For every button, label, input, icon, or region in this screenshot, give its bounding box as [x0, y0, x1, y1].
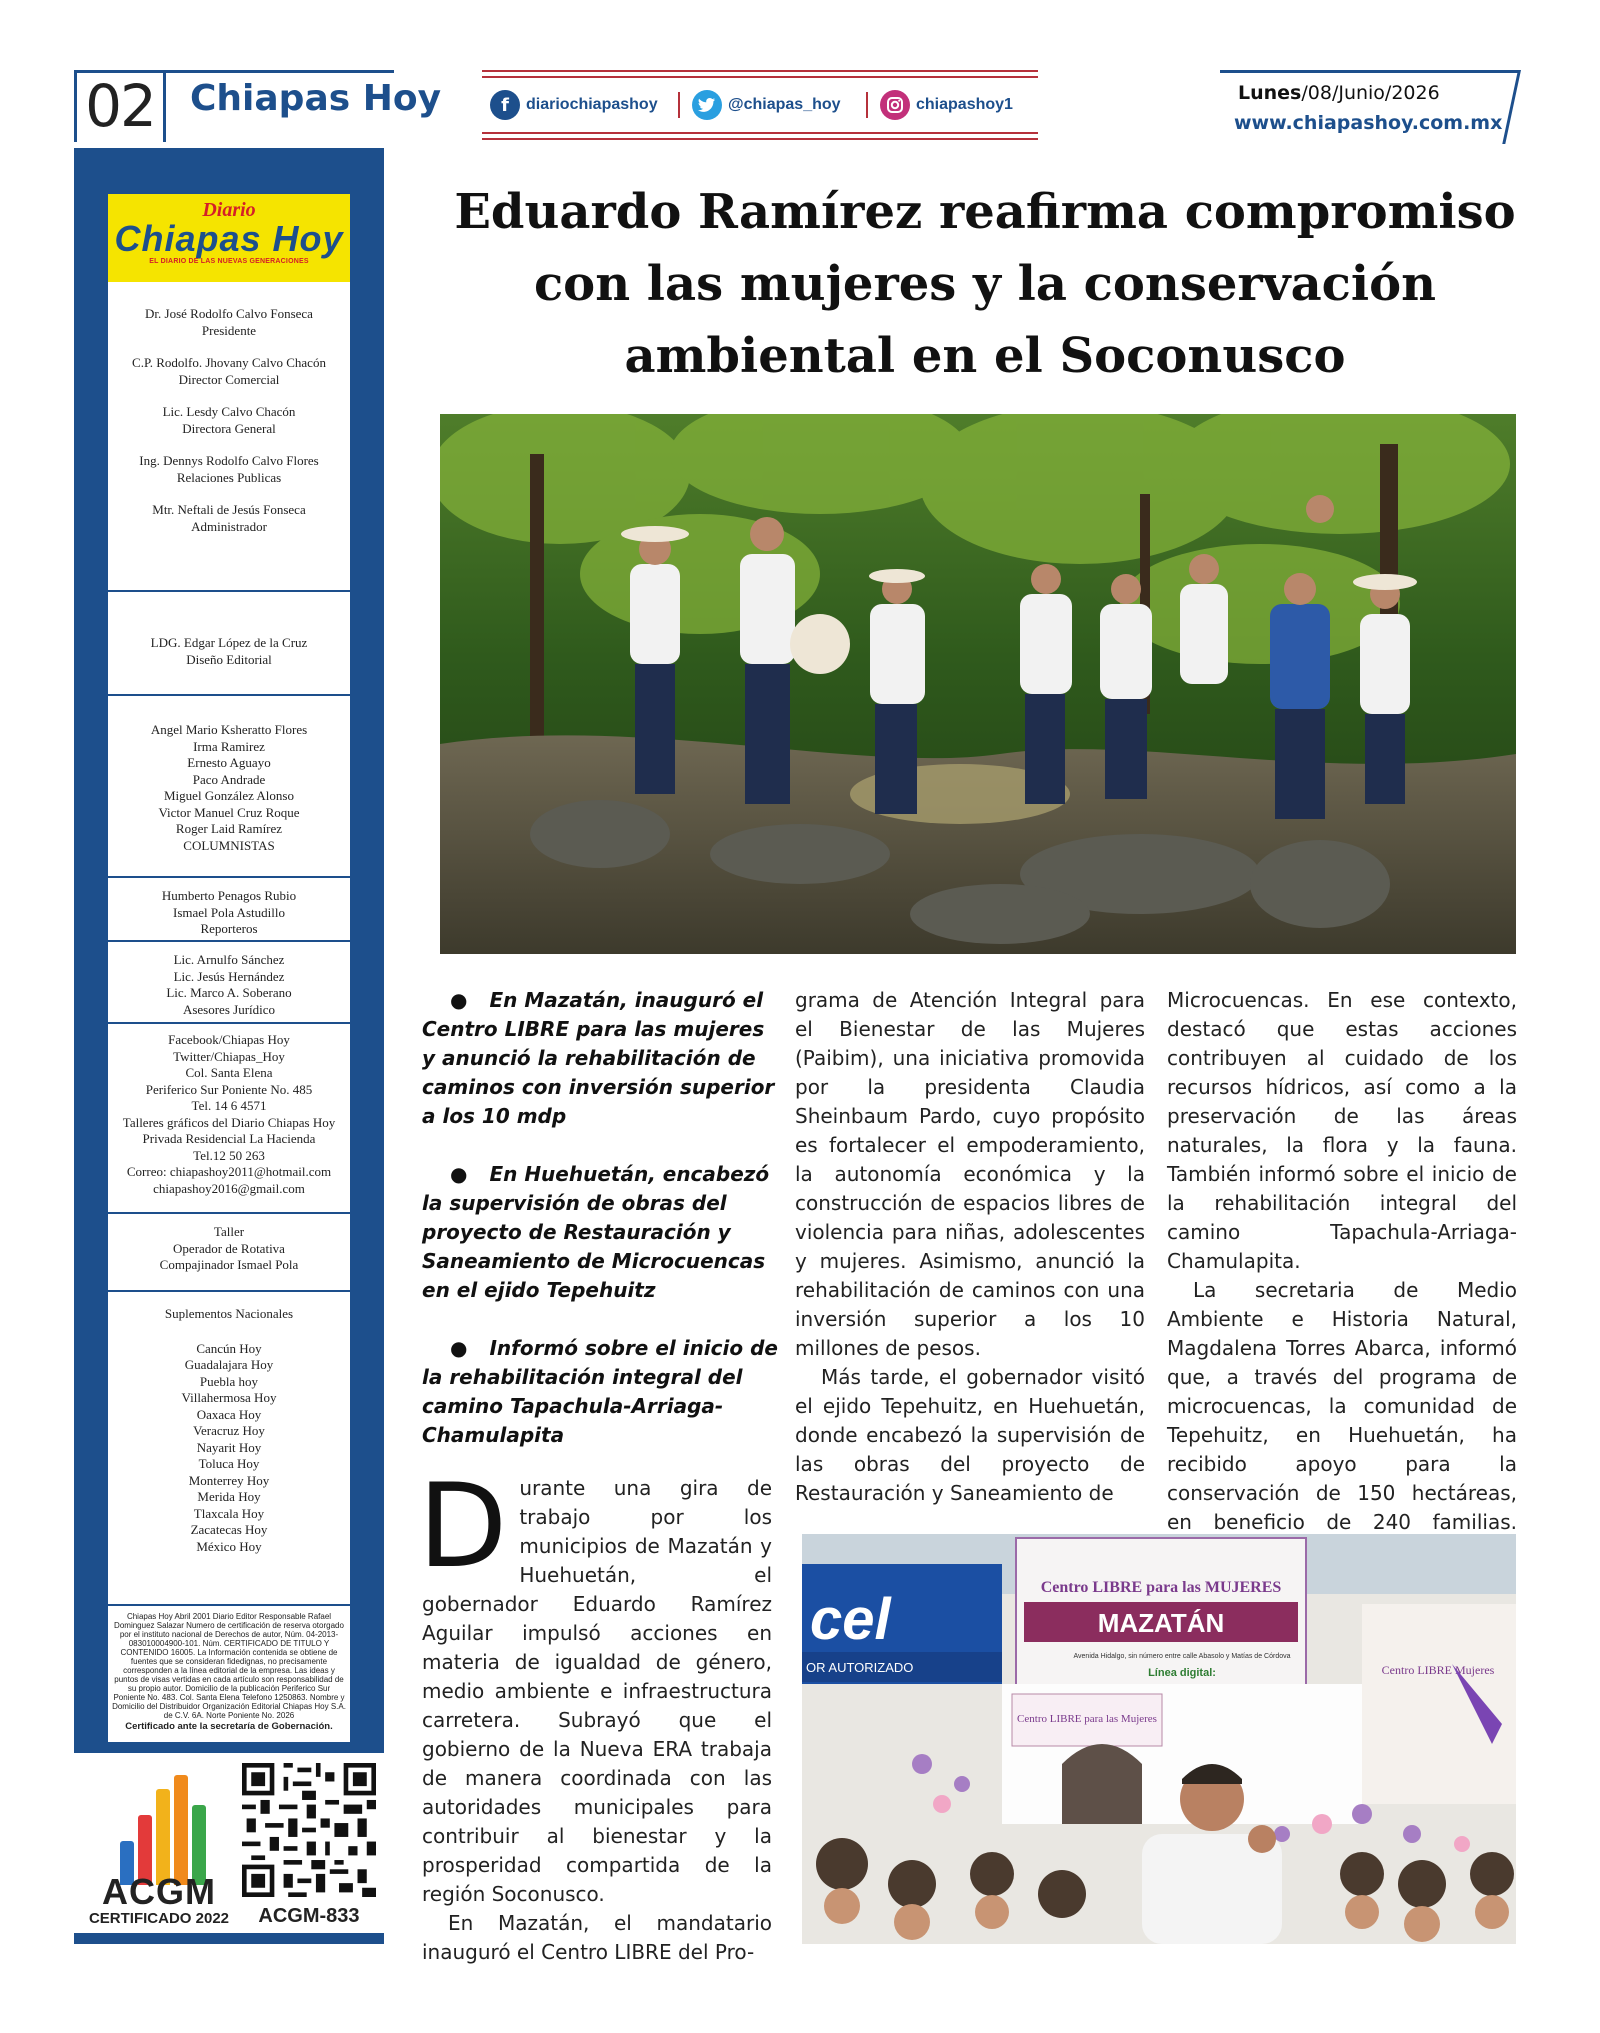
- staff-entry: [108, 502, 350, 535]
- supplement-item: Cancún Hoy: [196, 1340, 262, 1356]
- social-rule-top-2: [482, 76, 1038, 78]
- article-photo-forest: [440, 414, 1516, 954]
- forest-scene-image: [440, 414, 1516, 954]
- supplement-item: Veracruz Hoy: [193, 1423, 265, 1438]
- contact-line: Periferico Sur Poniente No. 485: [145, 1081, 313, 1097]
- date-slash: [1502, 70, 1521, 144]
- contact-email[interactable]: Correo: chiapashoy2011@hotmail.com: [126, 1164, 332, 1179]
- acgm-text: ACGM: [102, 1871, 216, 1912]
- article-column-2: [795, 986, 1145, 1508]
- staff-role: Directora General: [182, 420, 276, 436]
- reporters-list: [108, 888, 350, 938]
- reporter-name: Humberto Penagos Rubio: [161, 888, 297, 903]
- staff-list: [108, 306, 350, 551]
- reporter-name: Ismael Pola Astudillo: [173, 904, 285, 920]
- date-block: [1220, 70, 1532, 142]
- sidebar-divider: [108, 1022, 350, 1024]
- supplement-item: Toluca Hoy: [198, 1456, 260, 1471]
- staff-name: Dr. José Rodolfo Calvo Fonseca: [145, 306, 313, 321]
- supplement-item: Merida Hoy: [197, 1489, 261, 1504]
- reporters-label: Reporteros: [200, 921, 258, 936]
- banner-top: Centro LIBRE para las MUJERES: [1040, 1579, 1282, 1596]
- contact-line: Tel.12 50 263: [193, 1147, 265, 1163]
- article-paragraph: grama de Atención Integral para el Bienestar de las Mujeres (Paibim), una iniciativa promovida por la presidenta Claudia Sheinbaum Pardo, cuyo propósito es fortalecer el empoderamiento, la autonomía económica y la construcción de espacios libres de violencia para niñas, adolescentes y mujeres. Asimismo, anunció la rehabilitación de caminos con una inversión superior a los 10 millones de pesos.: [795, 988, 1145, 1360]
- staff-role: Relaciones Publicas: [176, 469, 282, 485]
- article-highlights: [422, 986, 778, 1479]
- article-paragraph: Más tarde, el gobernador visitó el ejido Tepehuitz, en Huehuetán, donde encabezó la supervisión de las obras del proyecto de Restauración y Saneamiento de: [795, 1365, 1145, 1505]
- social-separator: [866, 92, 868, 118]
- drop-cap: D: [418, 1459, 508, 1594]
- highlight-item: [422, 1160, 778, 1305]
- contact-info: [108, 1032, 350, 1197]
- bullet-icon: ●: [450, 988, 468, 1012]
- workshop-line: Compajinador Ismael Pola: [159, 1257, 299, 1272]
- masthead-panel: [108, 194, 350, 1742]
- article-column-3: [1167, 986, 1517, 1566]
- supplements-title: Suplementos Nacionales: [164, 1306, 294, 1321]
- supplement-item: México Hoy: [196, 1538, 262, 1554]
- staff-name: Ing. Dennys Rodolfo Calvo Flores: [139, 453, 319, 468]
- columnists-label: COLUMNISTAS: [183, 837, 275, 853]
- banner-main: MAZATÁN: [1097, 1608, 1225, 1638]
- small-sign: Centro LIBRE para las Mujeres: [1017, 1713, 1157, 1725]
- supplement-item: Nayarit Hoy: [196, 1439, 262, 1455]
- social-rule-bottom-2: [482, 138, 1038, 140]
- staff-name: Lic. Lesdy Calvo Chacón: [162, 404, 296, 419]
- facebook-handle: diariochiapashoy: [526, 96, 658, 113]
- bullet-icon: ●: [450, 1336, 468, 1360]
- logo-top: Diario: [202, 199, 256, 221]
- page-number: 02: [74, 70, 166, 142]
- staff-entry: [108, 404, 350, 437]
- article-column-1: [418, 1459, 772, 1967]
- logo-tagline: EL DIARIO DE LAS NUEVAS GENERACIONES: [149, 258, 309, 265]
- highlight-text: Informó sobre el inicio de la rehabilitación integral del camino Tapachula-Arriaga-Chamulapita: [422, 1336, 778, 1447]
- banner-line: Línea digital:: [1148, 1667, 1216, 1679]
- columnist-name: Roger Laid Ramírez: [175, 821, 283, 836]
- contact-line: Facebook/Chiapas Hoy: [168, 1032, 290, 1047]
- sidebar-divider: [108, 876, 350, 878]
- staff-entry: [108, 355, 350, 388]
- sidebar-divider: [108, 940, 350, 942]
- highlight-text: En Huehuetán, encabezó la supervisión de obras del proyecto de Restauración y Saneamiento de Microcuencas en el ejido Tepehuitz: [422, 1162, 770, 1302]
- logo-main: Chiapas Hoy: [114, 218, 344, 259]
- store-sign-sub: OR AUTORIZADO: [806, 1660, 914, 1675]
- supplement-item: Monterrey Hoy: [188, 1472, 270, 1488]
- highlight-item: [422, 986, 778, 1131]
- contact-line: Col. Santa Elena: [185, 1065, 273, 1080]
- qr-code-icon[interactable]: [242, 1759, 376, 1901]
- article-paragraph: En Mazatán, el mandatario inauguró el Centro LIBRE del Pro-: [422, 1911, 772, 1964]
- acgm-certified: CERTIFICADO 2022: [88, 1910, 230, 1927]
- sidebar-divider: [108, 1604, 350, 1606]
- qr-label: ACGM-833: [258, 1905, 360, 1927]
- columnist-name: Miguel González Alonso: [164, 788, 294, 803]
- social-facebook[interactable]: [490, 90, 658, 120]
- article-headline: Eduardo Ramírez reafirma compromiso con las mujeres y la conservación ambiental en el Soconusco: [454, 184, 1516, 384]
- workshop-line: Taller: [213, 1224, 245, 1239]
- acgm-bar: [174, 1775, 188, 1885]
- advisor-name: Lic. Arnulfo Sánchez: [173, 952, 285, 967]
- workshop-line: Operador de Rotativa: [173, 1240, 285, 1256]
- legal-advisors-list: [108, 952, 350, 1018]
- supplement-item: Villahermosa Hoy: [181, 1390, 277, 1405]
- contact-email[interactable]: chiapashoy2016@gmail.com: [153, 1180, 305, 1196]
- social-separator: [678, 92, 680, 118]
- columnist-name: Paco Andrade: [192, 771, 266, 787]
- highlight-text: En Mazatán, inauguró el Centro LIBRE para las mujeres y anunció la rehabilitación de caminos con inversión superior a los 10 mdp: [422, 988, 775, 1128]
- columnist-name: Victor Manuel Cruz Roque: [158, 804, 300, 820]
- staff-name: C.P. Rodolfo. Jhovany Calvo Chacón: [132, 355, 326, 370]
- supplement-item: Guadalajara Hoy: [184, 1357, 274, 1372]
- facebook-icon: f: [490, 90, 520, 120]
- legal-text: Chiapas Hoy Abril 2001 Diario Editor Responsable Rafael Dominguez Salazar Numero de certificación de reserva otorgado por el instituto nacional de Derechos de autor, Núm. 04-2013-083010004900-101. Núm. CERTIFICADO DE TITULO Y CONTENIDO 16005. La Información contenida se obtiene de fuentes que se consideran fidedignas, no precisamente corresponden a la línea editorial de la empresa. Las ideas y puntos de visas vertidas en cada artículo son responsabilidad de su propio autor. Domicilio de la publicación Periferico Sur Poniente No. 483. Col. Santa Elena Telefono 1250863. Nombre y Domicilio del Distribuidor Organización Editorial Chiapas Hoy S.A. de C.V. 6A. Norte Poniente No. 2026: [112, 1612, 346, 1720]
- section-title: Chiapas Hoy: [190, 78, 442, 119]
- article-paragraph: La secretaria de Medio Ambiente e Historia Natural, Magdalena Torres Abarca, informó que, a través del programa de microcuencas, la comunidad de Tepehuitz, en Huehuetán, ha recibido apoyo para la conservación de 150 hectáreas, en beneficio de 240 familias.: [1167, 1278, 1517, 1534]
- article-paragraph: [418, 1459, 772, 1909]
- sidebar-divider: [108, 1290, 350, 1292]
- columnist-name: Ernesto Aguayo: [187, 755, 271, 770]
- staff-entry: [108, 306, 350, 339]
- legal-cert: Certificado ante la secretaría de Gobernación.: [125, 1721, 333, 1732]
- bullet-icon: ●: [450, 1162, 468, 1186]
- contact-line: Tel. 14 6 4571: [191, 1098, 267, 1113]
- columnists-list: [108, 722, 350, 854]
- staff-entry: [108, 453, 350, 486]
- date-rule: [1220, 70, 1520, 73]
- banner-address: Avenida Hidalgo, sin número entre calle Abasolo y Matías de Córdova: [1073, 1653, 1291, 1660]
- instagram-icon: [880, 90, 910, 120]
- twitter-handle: @chiapas_hoy: [728, 96, 841, 113]
- social-rule-bottom: [482, 132, 1038, 134]
- paragraph-text: urante una gira de trabajo por los municipios de Mazatán y Huehuetán, el gobernador Eduardo Ramírez Aguilar impulsó acciones en materia de igualdad de género, medio ambiente e infraestructura carretera. Subrayó que el gobierno de la Nueva ERA trabaja de manera coordinada con las autoridades municipales para contribuir al bienestar y la prosperidad compartida de la región Soconusco.: [422, 1476, 772, 1906]
- social-instagram[interactable]: [880, 90, 1013, 120]
- article-paragraph: Microcuencas. En ese contexto, destacó que estas acciones contribuyen al cuidado de los recursos hídricos, así como a la preservación de las áreas naturales, la flora y la fauna. También informó sobre el inicio de la rehabilitación integral del camino Tapachula-Arriaga-Chamulapita.: [1167, 988, 1517, 1273]
- supplement-item: Oaxaca Hoy: [196, 1406, 262, 1422]
- supplement-item: Zacatecas Hoy: [190, 1522, 268, 1537]
- legal-notice: [112, 1612, 346, 1731]
- highlight-item: [422, 1334, 778, 1450]
- certification-panel: [74, 1753, 384, 1933]
- supplement-item: Puebla hoy: [199, 1373, 259, 1389]
- social-rule-top: [482, 70, 1038, 72]
- right-sign: Centro LIBRE Mujeres: [1381, 1663, 1495, 1677]
- supplement-item: Tlaxcala Hoy: [193, 1505, 265, 1521]
- newspaper-logo: [108, 194, 350, 282]
- design-role: Diseño Editorial: [186, 651, 272, 667]
- design-name: LDG. Edgar López de la Cruz: [150, 635, 308, 650]
- acgm-logo-icon: [112, 1773, 222, 1885]
- advisors-label: Asesores Jurídico: [182, 1001, 276, 1017]
- staff-role: Administrador: [191, 518, 267, 534]
- contact-line: Talleres gráficos del Diario Chiapas Hoy: [122, 1114, 336, 1130]
- advisor-name: Lic. Marco A. Soberano: [166, 985, 292, 1000]
- store-sign-text: cel: [810, 1587, 891, 1652]
- sidebar-divider: [108, 1212, 350, 1214]
- social-twitter[interactable]: [692, 90, 841, 120]
- staff-role: Director Comercial: [178, 371, 280, 387]
- instagram-handle: chiapashoy1: [916, 96, 1013, 113]
- date-text: [1238, 82, 1440, 104]
- contact-line: Privada Residencial La Hacienda: [142, 1131, 316, 1146]
- design-credit: [108, 635, 350, 668]
- twitter-icon: [692, 90, 722, 120]
- staff-name: Mtr. Neftali de Jesús Fonseca: [152, 502, 306, 517]
- supplements-list: [108, 1306, 350, 1555]
- advisor-name: Lic. Jesús Hernández: [173, 968, 285, 984]
- workshop-credit: [108, 1224, 350, 1274]
- date-value: /08/Junio/2026: [1301, 82, 1440, 104]
- social-bar: [482, 70, 1038, 140]
- contact-line: Twitter/Chiapas_Hoy: [173, 1048, 285, 1064]
- sidebar-divider: [108, 590, 350, 592]
- website-link[interactable]: www.chiapashoy.com.mx: [1234, 112, 1503, 134]
- columnist-name: Angel Mario Ksheratto Flores: [150, 722, 308, 737]
- columnist-name: Irma Ramirez: [193, 738, 265, 754]
- mazatan-event-image: [802, 1534, 1516, 1944]
- date-day: Lunes: [1238, 82, 1302, 104]
- sidebar-divider: [108, 694, 350, 696]
- masthead-sidebar: [74, 148, 384, 1944]
- staff-role: Presidente: [201, 322, 257, 338]
- article-photo-mazatan: [802, 1534, 1516, 1944]
